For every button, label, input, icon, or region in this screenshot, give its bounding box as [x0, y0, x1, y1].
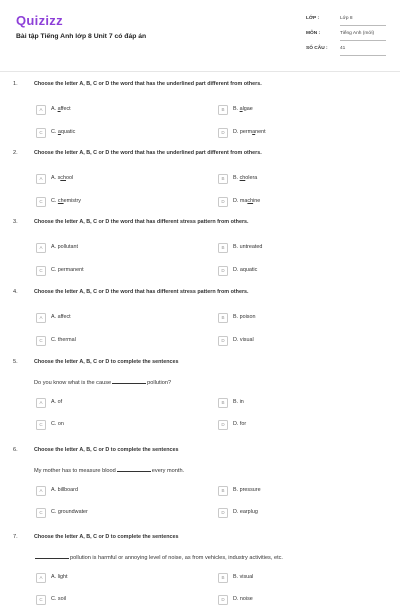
underlined-part: ch [57, 198, 64, 204]
meta-value: 41 [340, 46, 346, 51]
option-letter-box[interactable]: D [218, 336, 228, 346]
question-stem: My mother has to measure blood every month. [34, 468, 185, 474]
option-letter-box[interactable]: B [218, 105, 228, 115]
option-label: A. affect [51, 106, 71, 112]
meta-row-count [300, 43, 390, 58]
underlined-part: a [239, 106, 243, 112]
meta-value: Tiếng Anh (mới) [340, 31, 375, 36]
meta-row-class [300, 13, 390, 28]
question-number: 7. [13, 534, 18, 540]
underlined-part: a [252, 129, 256, 135]
option-letter-box[interactable]: C [36, 336, 46, 346]
option-letter-box[interactable]: A [36, 313, 46, 323]
option-label: C. chemistry [51, 198, 81, 204]
answer-blank [117, 471, 151, 472]
option-letter-box[interactable]: C [36, 420, 46, 430]
underlined-part: ch [60, 175, 66, 181]
option-label: B. algae [233, 106, 253, 112]
option-label: A. of [51, 399, 63, 405]
question-text: Choose the letter A, B, C or D the word that has different stress pattern from others. [34, 219, 249, 225]
option-letter-box[interactable]: D [218, 128, 228, 138]
meta-value: Lớp 8 [340, 16, 353, 21]
meta-row-subject [300, 28, 390, 43]
option-letter-box[interactable]: D [218, 508, 228, 518]
option-letter-box[interactable]: D [218, 266, 228, 276]
option-letter-box[interactable]: A [36, 105, 46, 115]
worksheet-header [0, 0, 400, 72]
option-letter-box[interactable]: C [36, 508, 46, 518]
question-text: Choose the letter A, B, C or D the word that has the underlined part different from others. [34, 150, 262, 156]
meta-underline [340, 25, 386, 26]
option-label: A. billboard [51, 487, 78, 493]
option-label: C. thermal [51, 337, 76, 343]
option-label: B. in [233, 399, 244, 405]
option-label: B. untreated [233, 244, 263, 250]
meta-key: LỚP : [306, 16, 320, 21]
question-number: 3. [13, 219, 18, 225]
option-label: C. on [51, 421, 64, 427]
option-letter-box[interactable]: B [218, 398, 228, 408]
option-label: A. pollutant [51, 244, 78, 250]
underlined-part: a [57, 129, 61, 135]
answer-blank [112, 383, 146, 384]
option-letter-box[interactable]: A [36, 243, 46, 253]
page-title: Bài tập Tiếng Anh lớp 8 Unit 7 có đáp án [16, 33, 147, 40]
question-stem: Do you know what is the cause pollution? [34, 380, 172, 386]
header-divider [0, 71, 400, 72]
underlined-part: a [57, 106, 61, 112]
question-text: Choose the letter A, B, C or D to complete the sentences [34, 447, 179, 453]
question-text: Choose the letter A, B, C or D the word that has the underlined part different from others. [34, 81, 262, 87]
option-label: B. poison [233, 314, 256, 320]
question-text: Choose the letter A, B, C or D to complete the sentences [34, 534, 179, 540]
meta-info [300, 13, 390, 58]
option-label: A. light [51, 574, 68, 580]
question-text: Choose the letter A, B, C or D to complete the sentences [34, 359, 179, 365]
option-letter-box[interactable]: A [36, 486, 46, 496]
meta-key: MÔN : [306, 31, 321, 36]
option-label: D. for [233, 421, 247, 427]
option-letter-box[interactable]: A [36, 398, 46, 408]
option-label: D. noise [233, 596, 253, 602]
meta-key: SỐ CÂU : [306, 46, 328, 51]
option-label: D. visual [233, 337, 254, 343]
option-letter-box[interactable]: D [218, 197, 228, 207]
option-label: B. cholera [233, 175, 258, 181]
question-text: Choose the letter A, B, C or D the word that has different stress pattern from others. [34, 289, 249, 295]
underlined-part: ch [247, 198, 254, 204]
option-label: D. aquatic [233, 267, 258, 273]
quizizz-logo[interactable]: Quizizz [16, 13, 63, 28]
option-letter-box[interactable]: D [218, 420, 228, 430]
option-label: D. machine [233, 198, 261, 204]
option-label: C. groundwater [51, 509, 88, 515]
option-label: D. earplug [233, 509, 258, 515]
option-letter-box[interactable]: B [218, 313, 228, 323]
option-label: A. school [51, 175, 74, 181]
answer-blank [35, 558, 69, 559]
option-letter-box[interactable]: C [36, 128, 46, 138]
option-letter-box[interactable]: B [218, 486, 228, 496]
question-number: 4. [13, 289, 18, 295]
option-letter-box[interactable]: C [36, 595, 46, 605]
underlined-part: ch [239, 175, 246, 181]
option-letter-box[interactable]: B [218, 243, 228, 253]
question-number: 6. [13, 447, 18, 453]
option-letter-box[interactable]: A [36, 174, 46, 184]
meta-underline [340, 40, 386, 41]
question-number: 2. [13, 150, 18, 156]
option-label: B. pressure [233, 487, 261, 493]
option-letter-box[interactable]: C [36, 266, 46, 276]
option-label: D. permanent [233, 129, 266, 135]
question-number: 5. [13, 359, 18, 365]
question-number: 1. [13, 81, 18, 87]
option-letter-box[interactable]: A [36, 573, 46, 583]
option-label: C. permanent [51, 267, 84, 273]
option-letter-box[interactable]: B [218, 573, 228, 583]
option-letter-box[interactable]: C [36, 197, 46, 207]
option-label: C. soil [51, 596, 66, 602]
meta-underline [340, 55, 386, 56]
option-label: A. affect [51, 314, 71, 320]
option-label: B. visual [233, 574, 254, 580]
question-stem: pollution is harmful or annoying level of noise, as from vehicles, industry activities, etc. [34, 555, 283, 561]
option-label: C. aquatic [51, 129, 76, 135]
option-letter-box[interactable]: D [218, 595, 228, 605]
option-letter-box[interactable]: B [218, 174, 228, 184]
